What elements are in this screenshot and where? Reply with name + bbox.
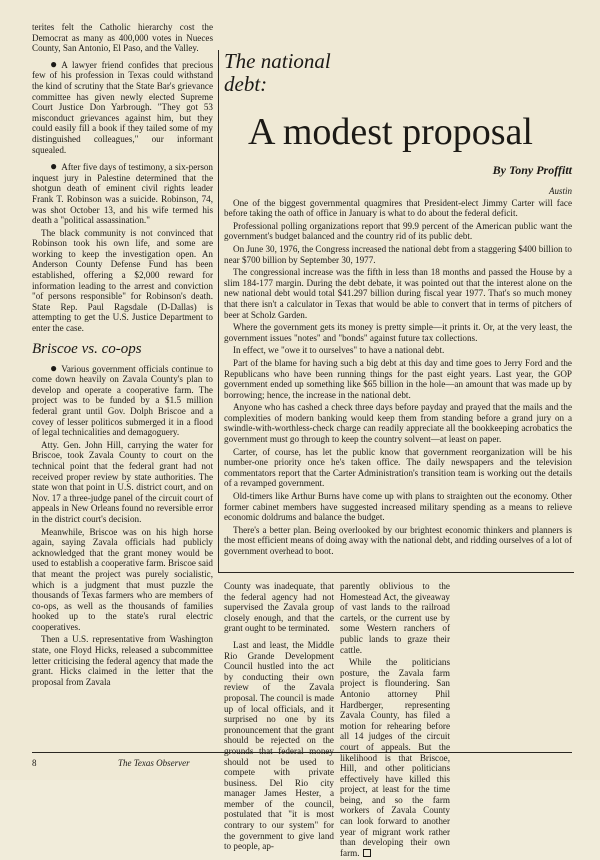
paragraph: Various government officials continue to come down heavily on Zavala County's plan to develop and operate a cooperative farm. The project was to be funded by a $1.5 million federal grant until Gov. Dolph Briscoe and a covey of lesser politicos submerged it in a flood of legal technicalities and demagoguery. bbox=[32, 363, 213, 438]
paragraph: Anyone who has cashed a check three days before payday and prayed that the mails and the complexities of modern banking would keep them from standing before a grand jury on a swindle-with-worthless-check charge can readily appreciate all the bookkeeping acrobatics the government must go through to keep the country solvent—at least on paper. bbox=[224, 402, 572, 445]
bullet-icon: ● bbox=[50, 159, 58, 174]
divider bbox=[218, 50, 219, 572]
page-number: 8 bbox=[32, 758, 37, 768]
left-column bbox=[32, 22, 213, 689]
paragraph: Last and least, the Middle Rio Grande Development Council hustled into the act by conducting their own review of the Zavala proposal. The council is made up of local officials, and it surprised no one by its pronouncement that the grant should be rejected on the grounds that federal money should not be used to compete with private business. Del Rio city manager James Hester, a member of the council, postulated that "it is most contrary to our system" for the government to give land to people, ap- bbox=[224, 639, 334, 852]
bottom-column-2 bbox=[340, 581, 450, 860]
paragraph: After five days of testimony, a six-person inquest jury in Palestine determined that the shotgun death of eminent civil rights leader Frank T. Robinson was a suicide. Robinson, 74, was shot October 13, and his wife termed his death a "political assassination." bbox=[32, 162, 213, 226]
feature-body bbox=[224, 186, 572, 559]
paragraph: The black community is not convinced that Robinson took his own life, and some are working to keep the investigation open. An Anderson County Defense Fund has been established, offering a $2,000 reward for information leading to the arrest and conviction "of persons responsible" for Robinson's death. State Rep. Paul Ragsdale (D-Dallas) is attempting to get the U.S. Justice Department to enter the case. bbox=[32, 227, 213, 334]
paragraph: terites felt the Catholic hierarchy cost the Democrat as many as 400,000 votes in Nueces County, San Antonio, El Paso, and the Valley. bbox=[32, 22, 213, 54]
publication-name: The Texas Observer bbox=[118, 758, 190, 768]
divider bbox=[218, 572, 574, 573]
paragraph: parently oblivious to the Homestead Act, the giveaway of vast lands to the railroad cartels, or the current use by some Western ranchers of public lands to graze their cattle. bbox=[340, 581, 450, 655]
footer-rule bbox=[32, 752, 572, 753]
dateline: Austin bbox=[548, 186, 572, 196]
bullet-icon: ● bbox=[50, 56, 58, 71]
section-heading: Briscoe vs. co-ops bbox=[32, 340, 142, 357]
end-mark-icon bbox=[363, 849, 371, 857]
paragraph: Atty. Gen. John Hill, carrying the water for Briscoe, took Zavala County to court on the technical point that the federal grant had not received proper review by state authorities. The state won that point in U.S. district court, and on Nov. 17 a three-judge panel of the circuit court of appeals in New Orleans found no reversible error in the district court's decision. bbox=[32, 439, 213, 524]
bottom-column-1 bbox=[224, 581, 334, 854]
paragraph: On June 30, 1976, the Congress increased the national debt from a staggering $400 billion to near $700 billion by September 30, 1977. bbox=[224, 243, 572, 265]
paragraph: Old-timers like Arthur Burns have come up with plans to straighten out the economy. Other former cabinet members have suggested increased military spending as a means to relieve economic doldrums and balance the budget. bbox=[224, 491, 572, 523]
article-title: A modest proposal bbox=[248, 111, 533, 153]
byline: By Tony Proffitt bbox=[492, 163, 572, 177]
paragraph: Carter, of course, has let the public know that government reorganization will be his number-one priority once he's taken office. The daily newspapers and the television commentators report that the Carter Administration's transition team is working out the details of a revamped government. bbox=[224, 446, 572, 489]
paragraph: Part of the blame for having such a big debt at this day and time goes to Jerry Ford and the Republicans who have been running things for the past eight years. Last year, the GOP government ended up something like $65 billion in the hole—an amount that was made up by borrowing; hence, the increase in the national debt. bbox=[224, 357, 572, 400]
paragraph: In effect, we "owe it to ourselves" to have a national debt. bbox=[233, 345, 445, 356]
paragraph: The congressional increase was the fifth in less than 18 months and passed the House by a slim 184-177 margin. During the debt debate, it was pointed out that the interest alone on the new national debt would total $41.297 billion during fiscal year 1977. That's so much money that there isn't a calculator in Texas that would be able to convert that in terms of pitchers of beer at Scholz Garden. bbox=[224, 267, 572, 320]
paragraph: One of the biggest governmental quagmires that President-elect Jimmy Carter will face before taking the oath of office in January is what to do about the federal deficit. bbox=[224, 197, 572, 219]
paragraph: Where the government gets its money is pretty simple—it prints it. Or, at the very least, the government issues "notes" and "bonds" against future tax collections. bbox=[224, 322, 572, 343]
paragraph: Then a U.S. representative from Washington state, one Floyd Hicks, released a subcommittee letter criticising the federal agency that made the grant. Hicks claimed in the letter that the proposal from Zavala bbox=[32, 634, 213, 687]
paragraph: While the politicians posture, the Zavala farm project is floundering. San Antonio attorney Phil Hardberger, representing Zavala County, has filed a motion for rehearing before all 14 judges of the circuit court of appeals. But the likelihood is that Briscoe, Hill, and other politicians effectively have killed this project, at least for the time being, and so the farm workers of Zavala County can look forward to another year of migrant work rather than developing their own farm. bbox=[340, 657, 450, 858]
kicker: The national debt: bbox=[224, 49, 331, 96]
bullet-icon: ● bbox=[50, 360, 58, 375]
paragraph: There's a better plan. Being overlooked by our brightest economic thinkers and planners is the most efficient means of doing away with the national debt, and ridding ourselves of a lot of government overhead to boot. bbox=[224, 524, 572, 556]
feature-header bbox=[224, 49, 572, 177]
paragraph: Meanwhile, Briscoe was on his high horse again, saying Zavala officials had publicly acknowledged that the grant money would be used to establish a cooperative farm. Briscoe said that meant the project was purely socialistic, which is a judgment that must puzzle the thousands of Texas farmers who are members of co-ops, as well as the thousands of families hooked up to the state's rural electric cooperatives. bbox=[32, 526, 213, 632]
paragraph: Professional polling organizations report that 99.9 percent of the American public want the government's budget balanced and the country rid of its public debt. bbox=[224, 220, 572, 242]
paragraph: A lawyer friend confides that precious few of his profession in Texas could withstand the kind of scrutiny that the State Bar's grievance committee has given newly elected Supreme Court Justice Don Yarbrough. "They got 53 misconduct grievances against him, but they could easily fill a book if they tailed some of my distinguished colleagues," our informant squealed. bbox=[32, 59, 213, 155]
paragraph: County was inadequate, that the federal agency had not supervised the Zavala group closely enough, and that the grant ought to be terminated. bbox=[224, 581, 334, 634]
